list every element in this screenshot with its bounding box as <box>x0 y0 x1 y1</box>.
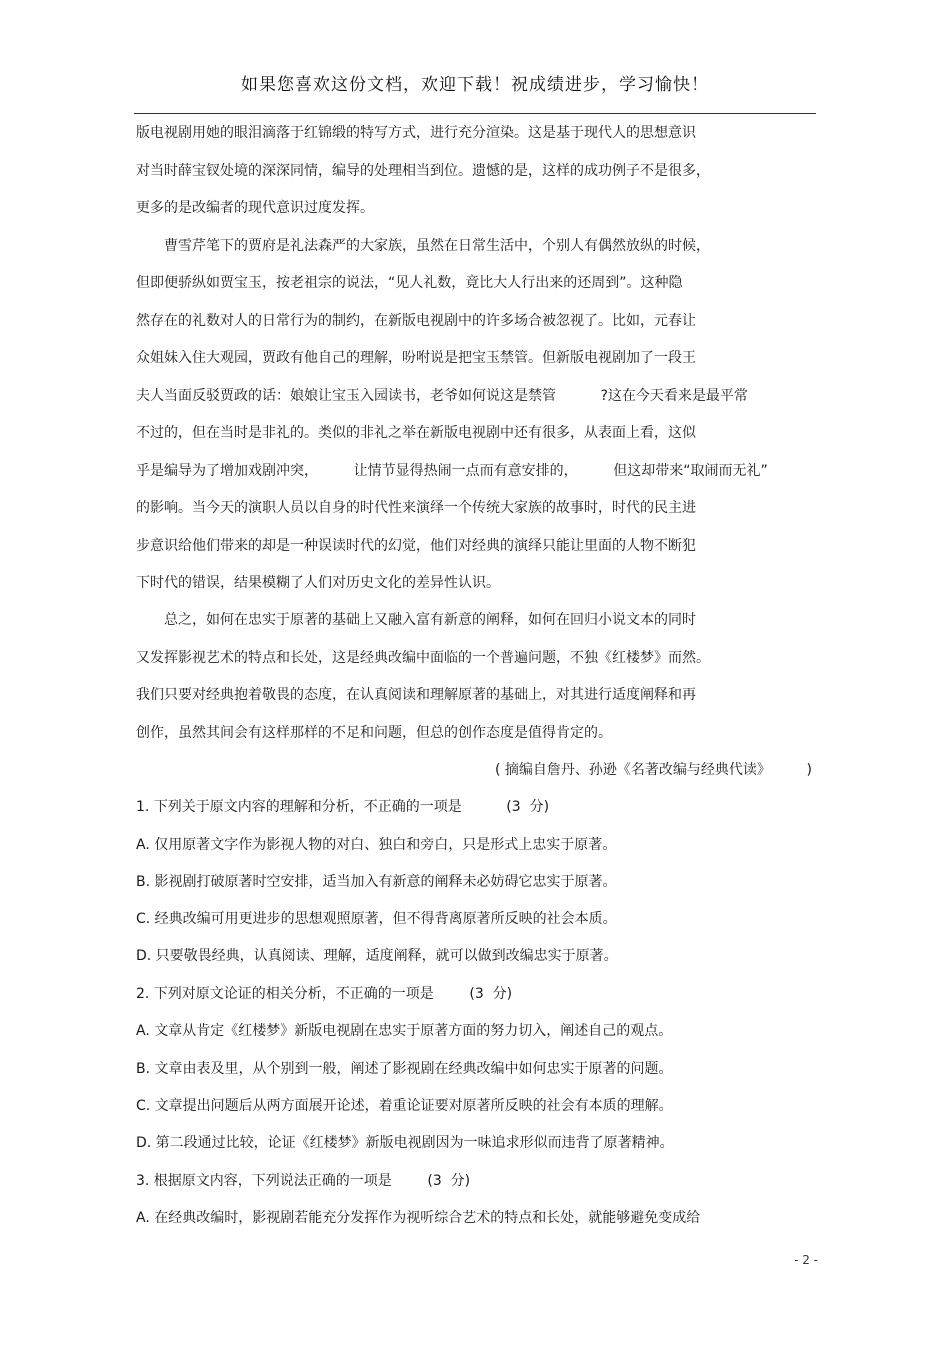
passage-source: ( 摘编自詹丹、孙逊《名著改编与经典代读》 ) <box>495 762 812 778</box>
passage-line: 对当时薛宝钗处境的深深同情，编导的处理相当到位。遗憾的是，这样的成功例子不是很多， <box>136 163 710 179</box>
passage-line: 更多的是改编者的现代意识过度发挥。 <box>136 200 374 216</box>
question-stem: 1. 下列关于原文内容的理解和分析，不正确的一项是 (3 分) <box>136 799 550 815</box>
header-divider <box>134 113 816 114</box>
passage-line: 夫人当面反驳贾政的话：娘娘让宝玉入园读书，老爷如何说这是禁管 ?这在今天看来是最平常 <box>136 388 748 404</box>
passage-line: 步意识给他们带来的却是一种误读时代的幻觉，他们对经典的演绎只能让里面的人物不断犯 <box>136 538 696 554</box>
passage-line: 不过的，但在当时是非礼的。类似的非礼之举在新版电视剧中还有很多，从表面上看，这似 <box>136 425 696 441</box>
question-option: C. 经典改编可用更进步的思想观照原著，但不得背离原著所反映的社会本质。 <box>136 911 617 927</box>
passage-line: 众姐妹入住大观园，贾政有他自己的理解，吩咐说是把宝玉禁管。但新版电视剧加了一段王 <box>136 350 696 366</box>
passage-line: 创作，虽然其间会有这样那样的不足和问题，但总的创作态度是值得肯定的。 <box>136 725 612 741</box>
passage-line: 下时代的错误，结果模糊了人们对历史文化的差异性认识。 <box>136 575 500 591</box>
question-option: A. 文章从肯定《红楼梦》新版电视剧在忠实于原著方面的努力切入，阐述自己的观点。 <box>136 1023 673 1039</box>
question-option: B. 影视剧打破原著时空安排，适当加入有新意的阐释未必妨碍它忠实于原著。 <box>136 874 617 890</box>
passage-line: 版电视剧用她的眼泪滴落于红锦缎的特写方式，进行充分渲染。这是基于现代人的思想意识 <box>136 125 696 141</box>
passage-line: 曹雪芹笔下的贾府是礼法森严的大家族，虽然在日常生活中，个别人有偶然放纵的时候， <box>164 238 710 254</box>
passage-line: 的影响。当今天的演职人员以自身的时代性来演绎一个传统大家族的故事时，时代的民主进 <box>136 500 696 516</box>
question-option: A. 仅用原著文字作为影视人物的对白、独白和旁白，只是形式上忠实于原著。 <box>136 837 617 853</box>
question-stem: 2. 下列对原文论证的相关分析，不正确的一项是 (3 分) <box>136 986 513 1002</box>
page-header: 如果您喜欢这份文档，欢迎下载！祝成绩进步，学习愉快！ <box>241 75 709 95</box>
passage-line: 然存在的礼数对人的日常行为的制约，在新版电视剧中的许多场合被忽视了。比如，元春让 <box>136 313 696 329</box>
question-option: B. 文章由表及里，从个别到一般，阐述了影视剧在经典改编中如何忠实于原著的问题。 <box>136 1061 673 1077</box>
passage-line: 总之，如何在忠实于原著的基础上又融入富有新意的阐释，如何在回归小说文本的同时 <box>164 612 696 628</box>
question-option: A. 在经典改编时，影视剧若能充分发挥作为视听综合艺术的特点和长处，就能够避免变成给 <box>136 1210 701 1226</box>
passage-line: 又发挥影视艺术的特点和长处，这是经典改编中面临的一个普遍问题，不独《红楼梦》而然。 <box>136 650 710 666</box>
question-stem: 3. 根据原文内容，下列说法正确的一项是 (3 分) <box>136 1173 471 1189</box>
passage-line: 但即便骄纵如贾宝玉，按老祖宗的说法，“见人礼数，竟比大人行出来的还周到”。这种隐 <box>136 275 683 291</box>
passage-line: 乎是编导为了增加戏剧冲突， 让情节显得热闹一点而有意安排的， 但这却带来“取闹而无礼” <box>136 463 768 479</box>
question-option: D. 只要敬畏经典，认真阅读、理解，适度阐释，就可以做到改编忠实于原著。 <box>136 948 618 964</box>
question-option: D. 第二段通过比较，论证《红楼梦》新版电视剧因为一味追求形似而违背了原著精神。 <box>136 1135 674 1151</box>
page-number: - 2 - <box>794 1253 818 1267</box>
question-option: C. 文章提出问题后从两方面展开论述，着重论证要对原著所反映的社会有本质的理解。 <box>136 1098 673 1114</box>
passage-line: 我们只要对经典抱着敬畏的态度，在认真阅读和理解原著的基础上，对其进行适度阐释和再 <box>136 687 696 703</box>
